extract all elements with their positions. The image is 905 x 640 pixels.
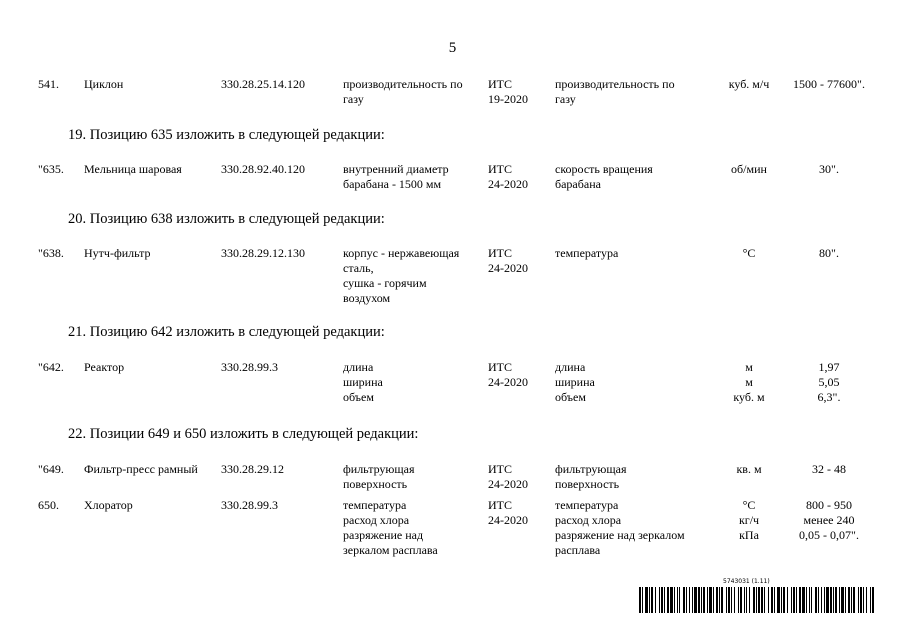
position-number: 541. xyxy=(38,77,59,91)
characteristic-cell: производительность по газу xyxy=(555,77,675,106)
barcode-bar xyxy=(851,587,852,613)
unit-cell: куб. м/ч xyxy=(728,77,770,91)
barcode-bar xyxy=(655,587,656,613)
position-number: "649. xyxy=(38,462,64,476)
its-reference: ИТС 24-2020 xyxy=(488,462,528,491)
barcode-bar xyxy=(863,587,864,613)
barcode-bar xyxy=(824,587,825,613)
equipment-name: Мельница шаровая xyxy=(84,162,182,176)
barcode-bar xyxy=(645,587,648,613)
barcode-bar xyxy=(686,587,687,613)
okpd-code: 330.28.99.3 xyxy=(221,360,278,374)
barcode-bar xyxy=(787,587,788,613)
barcode-bar xyxy=(659,587,660,613)
barcode-bar xyxy=(758,587,760,613)
section-heading: 22. Позиции 649 и 650 изложить в следующей редакции: xyxy=(68,426,419,442)
barcode-bar xyxy=(679,587,680,613)
okpd-code: 330.28.99.3 xyxy=(221,498,278,512)
barcode-bar xyxy=(664,587,665,613)
value-cell: 1500 - 77600". xyxy=(793,77,865,91)
barcode-bar xyxy=(811,587,812,613)
parameter-cell: внутренний диаметр барабана - 1500 мм xyxy=(343,162,449,191)
barcode-bar xyxy=(793,587,795,613)
unit-cell: м м куб. м xyxy=(733,360,765,404)
section-heading: 21. Позицию 642 изложить в следующей редакции: xyxy=(68,324,385,340)
barcode-bar xyxy=(744,587,745,613)
characteristic-cell: температура xyxy=(555,246,619,260)
barcode-bar xyxy=(707,587,708,613)
unit-cell: кв. м xyxy=(736,462,762,476)
barcode-bar xyxy=(753,587,755,613)
value-cell: 1,97 5,05 6,3". xyxy=(817,360,841,404)
barcode-bar xyxy=(841,587,844,613)
its-reference: ИТС 24-2020 xyxy=(488,360,528,389)
position-number: "638. xyxy=(38,246,64,260)
barcode-bar xyxy=(701,587,702,613)
barcode-label: 5743031 (1.11) xyxy=(723,578,770,585)
barcode-bar xyxy=(802,587,805,613)
section-heading: 20. Позицию 638 изложить в следующей редакции: xyxy=(68,211,385,227)
barcode-bar xyxy=(768,587,769,613)
section-heading: 19. Позицию 635 изложить в следующей редакции: xyxy=(68,127,385,143)
barcode-bar xyxy=(783,587,785,613)
parameter-cell: длина ширина объем xyxy=(343,360,383,404)
value-cell: 80". xyxy=(819,246,839,260)
its-reference: ИТС 24-2020 xyxy=(488,498,528,527)
barcode-bar xyxy=(826,587,829,613)
barcode-bar xyxy=(860,587,862,613)
okpd-code: 330.28.92.40.120 xyxy=(221,162,305,176)
barcode-bar xyxy=(771,587,773,613)
barcode-bar xyxy=(806,587,807,613)
barcode-bar xyxy=(731,587,732,613)
barcode-bar xyxy=(853,587,855,613)
barcode-bar xyxy=(692,587,693,613)
barcode-bar xyxy=(791,587,792,613)
equipment-name: Циклон xyxy=(84,77,124,91)
barcode-bar xyxy=(740,587,742,613)
barcode-bar xyxy=(749,587,750,613)
barcode-bar xyxy=(698,587,700,613)
barcode-bar xyxy=(830,587,832,613)
barcode-bar xyxy=(764,587,765,613)
barcode-bar xyxy=(821,587,822,613)
barcode-bar xyxy=(872,587,874,613)
barcode-bar xyxy=(818,587,819,613)
barcode-bar xyxy=(809,587,810,613)
value-cell: 30". xyxy=(819,162,839,176)
barcode-bar xyxy=(756,587,757,613)
barcode-image xyxy=(639,587,875,613)
okpd-code: 330.28.25.14.120 xyxy=(221,77,305,91)
unit-cell: °C xyxy=(742,246,756,260)
characteristic-cell: фильтрующая поверхность xyxy=(555,462,627,491)
barcode-bar xyxy=(713,587,714,613)
barcode-bar xyxy=(781,587,782,613)
characteristic-cell: скорость вращения барабана xyxy=(555,162,653,191)
value-cell: 32 - 48 xyxy=(812,462,846,476)
barcode-bar xyxy=(728,587,730,613)
position-number: "642. xyxy=(38,360,64,374)
barcode-bar xyxy=(835,587,837,613)
barcode-bar xyxy=(761,587,763,613)
barcode-bar xyxy=(649,587,650,613)
parameter-cell: корпус - нержавеющая сталь, сушка - горячим воздухом xyxy=(343,246,460,305)
barcode-bar xyxy=(866,587,867,613)
barcode-bar xyxy=(796,587,797,613)
unit-cell: об/мин xyxy=(731,162,767,176)
barcode-bar xyxy=(639,587,641,613)
barcode-bar xyxy=(777,587,780,613)
barcode-bar xyxy=(716,587,718,613)
barcode-bar xyxy=(738,587,739,613)
barcode-bar xyxy=(683,587,685,613)
barcode-bar xyxy=(848,587,850,613)
equipment-name: Нутч-фильтр xyxy=(84,246,151,260)
barcode-bar xyxy=(674,587,675,613)
barcode-bar xyxy=(661,587,663,613)
barcode-bar xyxy=(677,587,678,613)
barcode-bar xyxy=(709,587,712,613)
barcode-bar xyxy=(694,587,697,613)
its-reference: ИТС 24-2020 xyxy=(488,246,528,275)
barcode-bar xyxy=(734,587,735,613)
its-reference: ИТС 24-2020 xyxy=(488,162,528,191)
equipment-name: Хлоратор xyxy=(84,498,133,512)
okpd-code: 330.28.29.12.130 xyxy=(221,246,305,260)
barcode-bar xyxy=(689,587,690,613)
barcode-bar xyxy=(839,587,840,613)
position-number: 650. xyxy=(38,498,59,512)
equipment-name: Фильтр-пресс рамный xyxy=(84,462,198,476)
barcode-bar xyxy=(642,587,643,613)
barcode-bar xyxy=(746,587,747,613)
parameter-cell: производительность по газу xyxy=(343,77,463,106)
barcode-bar xyxy=(726,587,727,613)
unit-cell: °C кг/ч кПа xyxy=(738,498,760,542)
parameter-cell: фильтрующая поверхность xyxy=(343,462,415,491)
equipment-name: Реактор xyxy=(84,360,125,374)
barcode-bar xyxy=(667,587,669,613)
okpd-code: 330.28.29.12 xyxy=(221,462,284,476)
barcode-bar xyxy=(799,587,801,613)
barcode-bar xyxy=(719,587,720,613)
barcode-bar xyxy=(670,587,673,613)
characteristic-cell: длина ширина объем xyxy=(555,360,595,404)
barcode-bar xyxy=(870,587,871,613)
barcode-bar xyxy=(651,587,653,613)
its-reference: ИТС 19-2020 xyxy=(488,77,528,106)
characteristic-cell: температура расход хлора разряжение над зеркалом расплава xyxy=(555,498,685,557)
barcode-bar xyxy=(845,587,846,613)
barcode-bar xyxy=(815,587,817,613)
position-number: "635. xyxy=(38,162,64,176)
barcode-bar xyxy=(833,587,834,613)
barcode-bar xyxy=(721,587,723,613)
barcode-bar xyxy=(703,587,705,613)
barcode-bar xyxy=(858,587,859,613)
parameter-cell: температура расход хлора разряжение над зеркалом расплава xyxy=(343,498,438,557)
value-cell: 800 - 950 менее 240 0,05 - 0,07". xyxy=(799,498,859,542)
page-number: 5 xyxy=(448,40,457,56)
barcode-bar xyxy=(774,587,775,613)
